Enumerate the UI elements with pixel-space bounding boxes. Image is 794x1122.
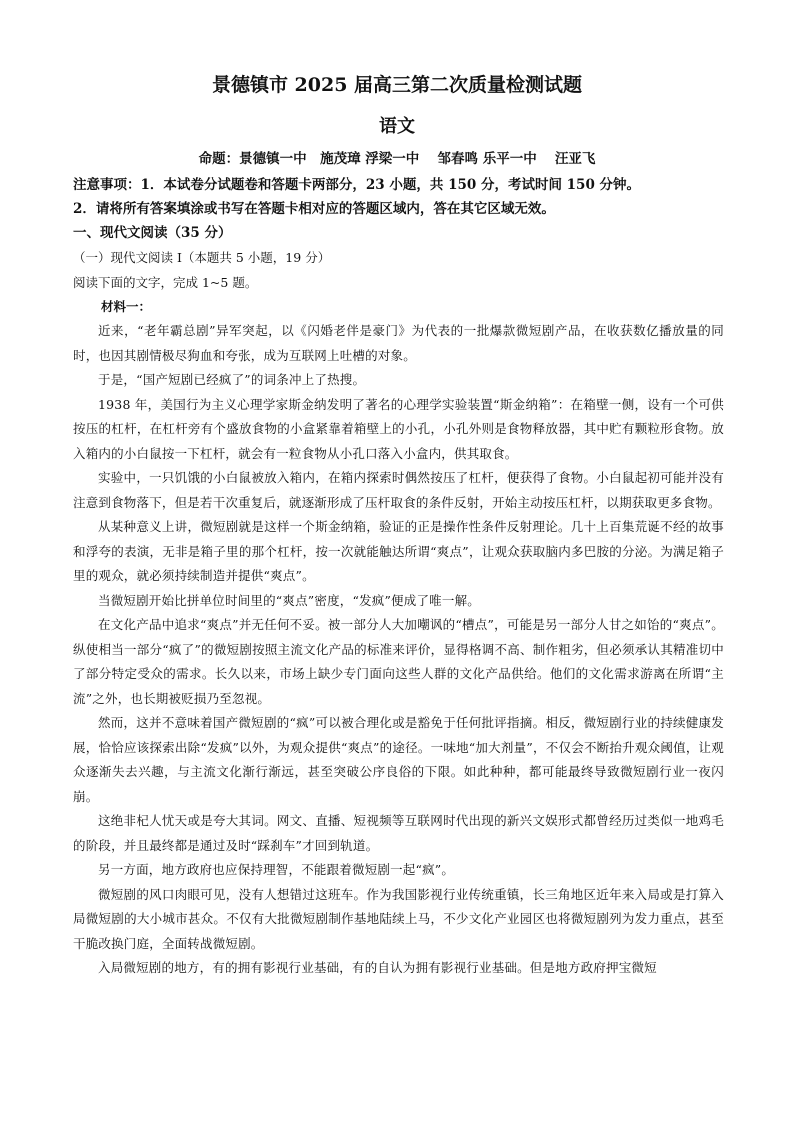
paragraph: 实验中，一只饥饿的小白鼠被放入箱内，在箱内探索时偶然按压了杠杆，便获得了食物。小白鼠起初可能并没有注意到食物落下，但是若干次重复后，就逐渐形成了压杆取食的条件反射，开始主动按压杠杆，以期获取更多食物。 [73, 470, 724, 510]
notice-line-1: 注意事项：1．本试卷分试题卷和答题卡两部分，23 小题，共 150 分，考试时间 150 分钟。 [73, 177, 641, 193]
paragraph: 于是，“国产短剧已经疯了”的词条冲上了热搜。 [98, 372, 366, 387]
exam-title: 景德镇市 2025 届高三第二次质量检测试题 [211, 74, 583, 96]
reading-instruction: 阅读下面的文字，完成 1~5 题。 [73, 275, 258, 290]
paragraph: 当微短剧开始比拼单位时间里的“爽点”密度，“发疯”便成了唯一解。 [98, 592, 480, 608]
paragraph: 从某种意义上讲，微短剧就是这样一个斯金纳箱，验证的正是操作性条件反射理论。几十上百集荒诞不经的故事和浮夸的表演，无非是箱子里的那个杠杆，按一次就能触达所谓“爽点”，让观众获取脑内多巴胺的分泌。为满足箱子里的观众，就必须持续制造并提供“爽点”。 [73, 519, 724, 583]
section-heading: 一、现代文阅读（35 分） [73, 225, 232, 241]
section-subheading: （一）现代文阅读 I（本题共 5 小题，19 分） [73, 250, 331, 265]
paragraph: 另一方面，地方政府也应保持理智，不能跟着微短剧一起“疯”。 [98, 862, 455, 877]
paragraph: 微短剧的风口肉眼可见，没有人想错过这班车。作为我国影视行业传统重镇，长三角地区近年来入局或是打算入局微短剧的大小城市甚众。不仅有大批微短剧制作基地陆续上马，不少文化产业园区也将微短剧列为发力重点，甚至干脆改换门庭，全面转战微短剧。 [73, 886, 724, 951]
paragraph: 1938 年，美国行为主义心理学家斯金纳发明了著名的心理学实验装置“斯金纳箱”：在箱壁一侧，设有一个可供按压的杠杆，在杠杆旁有个盛放食物的小盒紧靠着箱壁上的小孔，小孔外则是食物释放器，其中贮有颗粒形食物。放入箱内的小白鼠按一下杠杆，就会有一粒食物从小孔口落入小盒内，供其取食。 [73, 396, 724, 461]
paragraph: 在文化产品中追求“爽点”并无任何不妥。被一部分人大加嘲讽的“槽点”，可能是另一部分人甘之如饴的“爽点”。纵使相当一部分“疯了”的微短剧按照主流文化产品的标准来评价，显得格调不高、制作粗劣，但必须承认其精准切中了部分特定受众的需求。长久以来，市场上缺少专门面向这些人群的文化产品供给。他们的文化需求游离在所谓“主流”之外，也长期被贬损乃至忽视。 [73, 617, 724, 706]
paragraph: 入局微短剧的地方，有的拥有影视行业基础，有的自认为拥有影视行业基础。但是地方政府押宝微短 [98, 960, 657, 975]
paragraph: 然而，这并不意味着国产微短剧的“疯”可以被合理化或是豁免于任何批评指摘。相反，微短剧行业的持续健康发展，恰恰应该探索出除“发疯”以外，为观众提供“爽点”的途径。一味地“加大剂量”，不仅会不断抬升观众阈值，让观众逐渐失去兴趣，与主流文化渐行渐远，甚至突破公序良俗的下限。如此种种，都可能最终导致微短剧行业一夜闪崩。 [73, 715, 724, 804]
paragraph: 近来，“老年霸总剧”异军突起，以《闪婚老伴是豪门》为代表的一批爆款微短剧产品，在收获数亿播放量的同时，也因其剧情极尽狗血和夸张，成为互联网上吐槽的对象。 [73, 323, 724, 363]
notice-line-2: 2．请将所有答案填涂或书写在答题卡相对应的答题区域内，答在其它区域无效。 [73, 201, 555, 217]
authors-line: 命题：景德镇一中 施茂璋 浮梁一中 邹春鸣 乐平一中 汪亚飞 [198, 151, 596, 167]
subject-title: 语文 [379, 116, 415, 137]
material-label: 材料一： [101, 299, 152, 314]
article-body [73, 319, 724, 981]
paragraph: 这绝非杞人忧天或是夸大其词。网文、直播、短视频等互联网时代出现的新兴文娱形式都曾经历过类似一地鸡毛的阶段，并且最终都是通过及时“踩刹车”才回到轨道。 [73, 813, 724, 853]
